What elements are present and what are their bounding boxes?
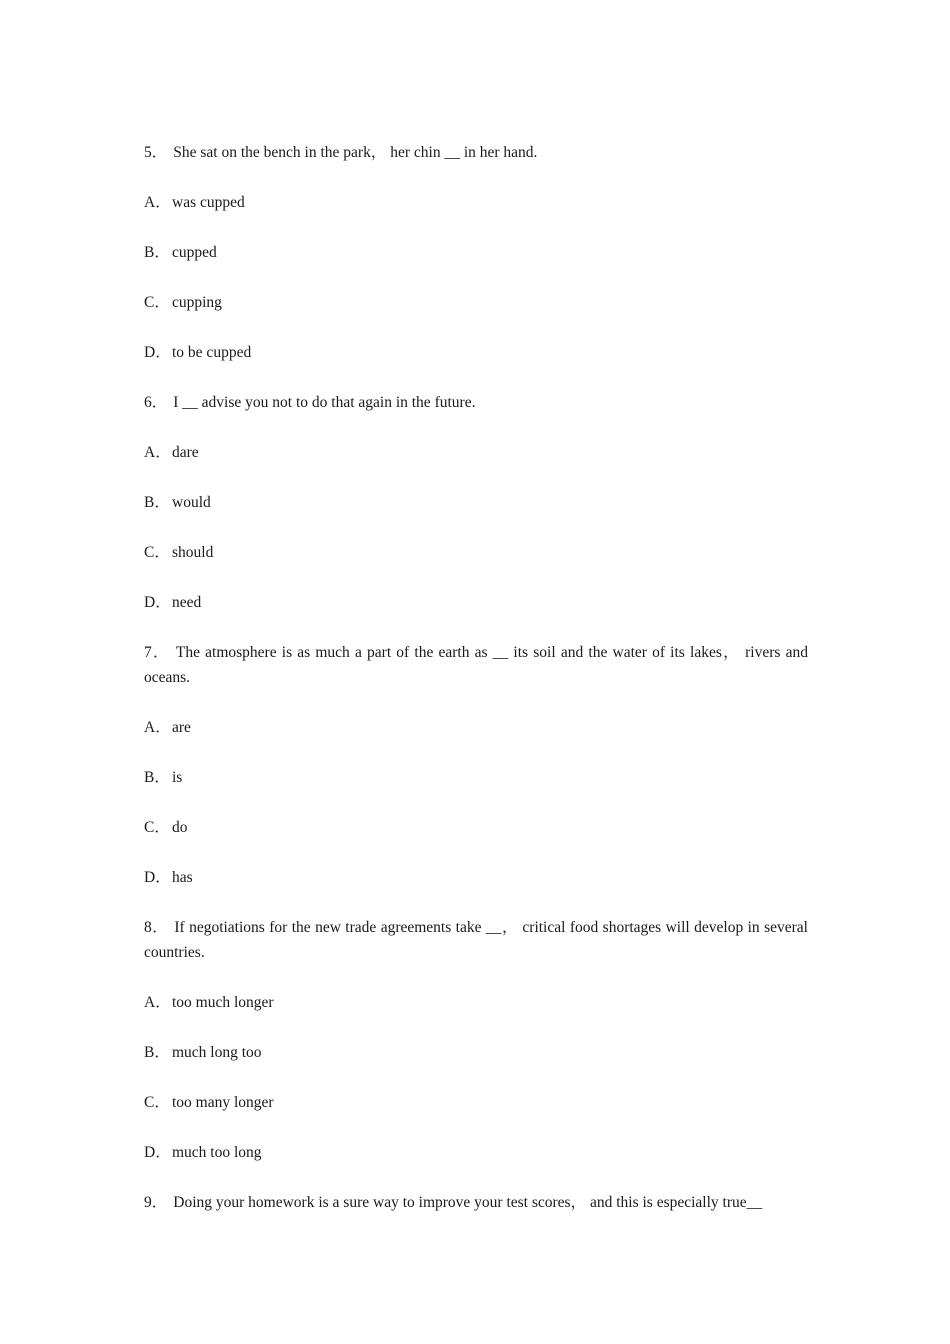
option-text: was cupped (172, 194, 245, 211)
question-6-stem (144, 390, 808, 415)
question-7-option-c (144, 815, 808, 840)
question-5-option-a (144, 190, 808, 215)
option-text: much too long (172, 1144, 262, 1161)
question-text: I __ advise you not to do that again in the future. (173, 394, 476, 411)
question-5-option-b (144, 240, 808, 265)
option-text: to be cupped (172, 344, 252, 361)
option-letter: B． (144, 1044, 170, 1061)
question-list (144, 140, 808, 1240)
question-text: She sat on the bench in the park， her chin __ in her hand. (173, 144, 538, 161)
option-letter: D． (144, 594, 171, 611)
question-8-option-a (144, 990, 808, 1015)
question-number: 7． (144, 644, 170, 661)
option-letter: C． (144, 544, 170, 561)
option-text: cupped (172, 244, 217, 261)
question-7-option-a (144, 715, 808, 740)
option-text: would (172, 494, 211, 511)
question-9-stem (144, 1190, 808, 1215)
question-number: 8． (144, 919, 169, 936)
question-8-option-d (144, 1140, 808, 1165)
option-text: are (172, 719, 191, 736)
option-text: need (172, 594, 202, 611)
option-letter: D． (144, 344, 171, 361)
option-text: cupping (172, 294, 222, 311)
option-letter: A． (144, 994, 171, 1011)
option-letter: B． (144, 769, 170, 786)
question-7-option-b (144, 765, 808, 790)
option-letter: A． (144, 444, 171, 461)
option-letter: C． (144, 1094, 170, 1111)
option-text: much long too (172, 1044, 262, 1061)
option-text: too many longer (172, 1094, 274, 1111)
option-letter: A． (144, 719, 171, 736)
option-letter: B． (144, 494, 170, 511)
question-text: If negotiations for the new trade agreements take __， critical food shortages will develop in several countries. (144, 919, 808, 961)
question-6-option-c (144, 540, 808, 565)
question-text: Doing your homework is a sure way to improve your test scores， and this is especially true__ (173, 1194, 763, 1211)
question-5-option-d (144, 340, 808, 365)
question-5-stem (144, 140, 808, 165)
question-6-option-a (144, 440, 808, 465)
question-5-option-c (144, 290, 808, 315)
question-number: 6． (144, 394, 168, 411)
option-letter: D． (144, 869, 171, 886)
question-number: 5． (144, 144, 168, 161)
option-text: too much longer (172, 994, 274, 1011)
option-text: has (172, 869, 193, 886)
option-letter: D． (144, 1144, 171, 1161)
option-letter: B． (144, 244, 170, 261)
option-text: is (172, 769, 183, 786)
question-6-option-d (144, 590, 808, 615)
option-text: do (172, 819, 188, 836)
question-8-option-b (144, 1040, 808, 1065)
question-7-option-d (144, 865, 808, 890)
question-number: 9． (144, 1194, 168, 1211)
question-6-option-b (144, 490, 808, 515)
question-text: The atmosphere is as much a part of the earth as __ its soil and the water of its lakes， rivers and oceans. (144, 644, 808, 686)
question-8-stem (144, 915, 808, 965)
option-text: dare (172, 444, 199, 461)
question-7-stem (144, 640, 808, 690)
option-text: should (172, 544, 214, 561)
option-letter: C． (144, 294, 170, 311)
option-letter: C． (144, 819, 170, 836)
question-8-option-c (144, 1090, 808, 1115)
option-letter: A． (144, 194, 171, 211)
